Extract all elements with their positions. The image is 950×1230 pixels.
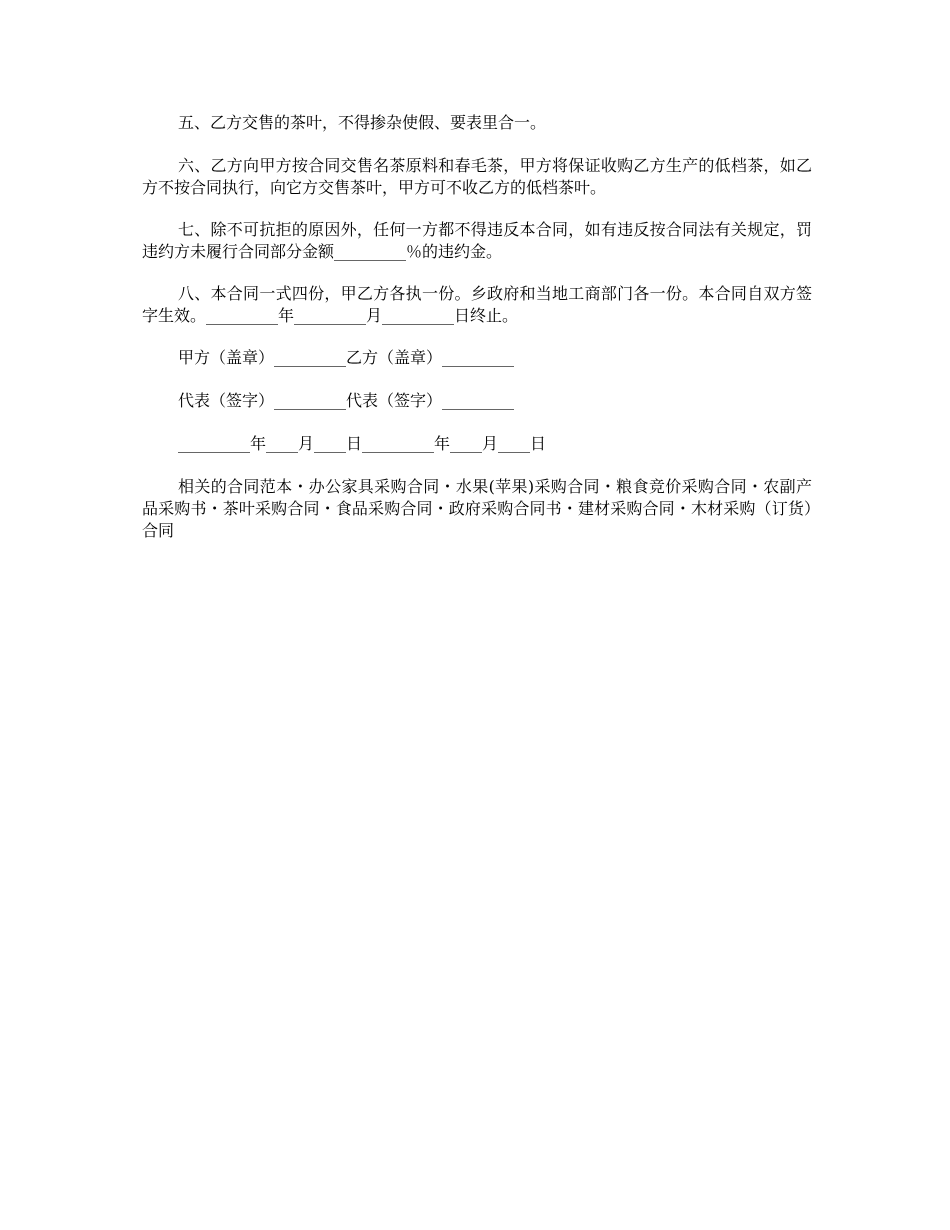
seal-line: 甲方（盖章）_________乙方（盖章）_________: [178, 348, 515, 367]
clause-5: 五、乙方交售的茶叶，不得掺杂使假、要表里合一。: [178, 113, 547, 132]
document-page: [142, 112, 812, 562]
related-contracts: 相关的合同范本・办公家具采购合同・水果(苹果)采购合同・粮食竞价采购合同・农副产品采购书・茶叶采购合同・食品采购合同・政府采购合同书・建材采购合同・木材采购（订货）合同: [142, 477, 812, 540]
date-line: _________年____月____日_________年____月____日: [178, 434, 547, 453]
signature-line: 代表（签字）_________代表（签字）_________: [178, 391, 515, 410]
clause-6: 六、乙方向甲方按合同交售名茶原料和春毛茶，甲方将保证收购乙方生产的低档茶，如乙方不按合同执行，向它方交售茶叶，甲方可不收乙方的低档茶叶。: [142, 156, 812, 197]
clause-7: 七、除不可抗拒的原因外，任何一方都不得违反本合同，如有违反按合同法有关规定，罚违约方未履行合同部分金额_________％的违约金。: [142, 220, 812, 261]
clause-8: 八、本合同一式四份，甲乙方各执一份。乡政府和当地工商部门各一份。本合同自双方签字生效。_________年_________月_________日终止。: [142, 284, 812, 325]
